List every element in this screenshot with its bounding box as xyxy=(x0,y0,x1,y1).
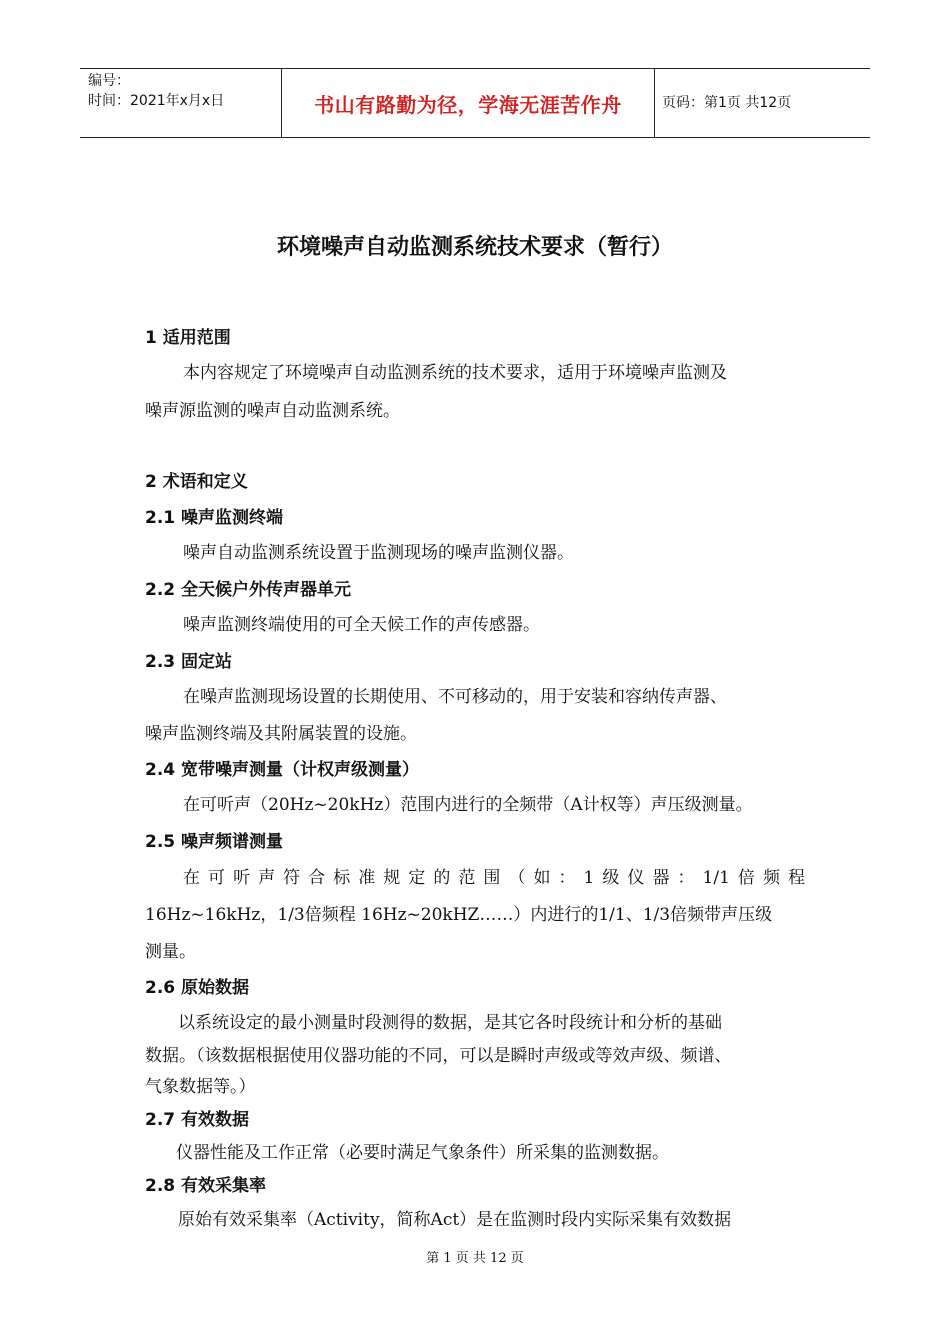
subsection-heading: 2.2 全天候户外传声器单元 xyxy=(145,580,352,600)
subsection-heading: 2.7 有效数据 xyxy=(145,1110,250,1130)
paragraph-line: 在可听声（20Hz~20kHz）范围内进行的全频带（A计权等）声压级测量。 xyxy=(183,795,753,815)
paragraph-line: 噪声监测终端使用的可全天候工作的声传感器。 xyxy=(183,615,540,635)
paragraph-line: 本内容规定了环境噪声自动监测系统的技术要求，适用于环境噪声监测及 xyxy=(183,363,727,383)
header-serial: 编号： xyxy=(88,73,130,89)
paragraph-line: 噪声源监测的噪声自动监测系统。 xyxy=(145,401,400,421)
subsection-heading: 2.4 宽带噪声测量（计权声级测量） xyxy=(145,760,420,780)
paragraph-line: 原始有效采集率（Activity，简称Act）是在监测时段内实际采集有效数据 xyxy=(178,1210,732,1230)
paragraph-line: 噪声监测终端及其附属装置的设施。 xyxy=(145,724,417,744)
document-title: 环境噪声自动监测系统技术要求（暂行） xyxy=(276,235,673,260)
header-motto: 书山有路勤为径，学海无涯苦作舟 xyxy=(314,92,622,117)
section-heading: 1 适用范围 xyxy=(145,328,231,348)
paragraph-line: 在噪声监测现场设置的长期使用、不可移动的，用于安装和容纳传声器、 xyxy=(183,687,727,707)
paragraph-line: 仪器性能及工作正常（必要时满足气象条件）所采集的监测数据。 xyxy=(176,1143,669,1163)
subsection-heading: 2.1 噪声监测终端 xyxy=(145,508,284,528)
section-heading: 2 术语和定义 xyxy=(145,472,248,492)
subsection-heading: 2.3 固定站 xyxy=(145,652,233,672)
paragraph-line: 数据。（该数据根据使用仪器功能的不同，可以是瞬时声级或等效声级、频谱、 xyxy=(145,1046,732,1066)
paragraph-line: 16Hz~16kHz，1/3倍频程 16Hz~20kHZ……）内进行的1/1、1/3倍频带声压级 xyxy=(145,905,773,925)
header-page-cell xyxy=(654,69,870,137)
header-date: 时间：2021年x月x日 xyxy=(88,93,225,109)
page-footer: 第 1 页 共 12 页 xyxy=(426,1251,524,1266)
subsection-heading: 2.8 有效采集率 xyxy=(145,1176,267,1196)
subsection-heading: 2.6 原始数据 xyxy=(145,978,250,998)
header-meta-cell xyxy=(80,69,280,137)
paragraph-line: 气象数据等。） xyxy=(145,1077,256,1097)
header-motto-cell xyxy=(281,69,655,137)
paragraph-line: 测量。 xyxy=(145,942,196,962)
paragraph-line: 以系统设定的最小测量时段测得的数据，是其它各时段统计和分析的基础 xyxy=(178,1013,722,1033)
paragraph-line: 在可听声符合标准规定的范围（如：1级仪器：1/1倍频程 xyxy=(183,868,805,888)
subsection-heading: 2.5 噪声频谱测量 xyxy=(145,832,284,852)
document-header xyxy=(80,68,870,138)
header-page-info: 页码：第1页 共12页 xyxy=(662,95,792,111)
paragraph-line: 噪声自动监测系统设置于监测现场的噪声监测仪器。 xyxy=(183,543,574,563)
